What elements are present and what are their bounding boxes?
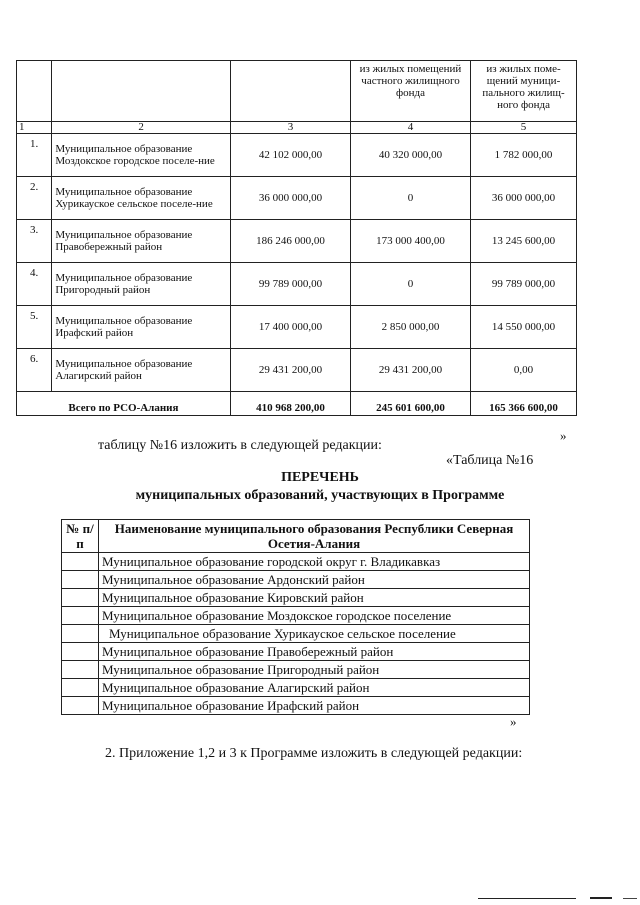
footer-dash bbox=[623, 898, 637, 899]
row-private: 173 000 400,00 bbox=[350, 220, 470, 263]
table-label: «Таблица №16 bbox=[446, 453, 534, 468]
row-name: Муниципальное образование Хурикауское сельское поселе-ние bbox=[52, 177, 231, 220]
table-row bbox=[62, 679, 530, 697]
paragraph-text: 2. Приложение 1,2 и 3 к Программе изложить в следующей редакции: bbox=[105, 746, 523, 761]
row-name: Муниципальное образование Ирафский район bbox=[52, 306, 231, 349]
table-row bbox=[17, 349, 577, 392]
row-name: Муниципальное образование Правобережный район bbox=[99, 643, 530, 661]
row-name: Муниципальное образование Алагирский район bbox=[99, 679, 530, 697]
table-row bbox=[62, 643, 530, 661]
header-cell-name bbox=[52, 61, 231, 122]
header-cell-number bbox=[17, 61, 52, 122]
header-cell-private: из жилых помещений частного жилищного фонда bbox=[350, 61, 470, 122]
header-number: № п/п bbox=[62, 520, 99, 553]
footer-line bbox=[478, 898, 576, 899]
row-private: 2 850 000,00 bbox=[350, 306, 470, 349]
row-number bbox=[62, 661, 99, 679]
header-name: Наименование муниципального образования Республики Северная Осетия-Алания bbox=[99, 520, 530, 553]
municipalities-table-header bbox=[62, 520, 530, 553]
row-name: Муниципальное образование Правобережный район bbox=[52, 220, 231, 263]
municipalities-table bbox=[61, 519, 530, 715]
row-municipal: 1 782 000,00 bbox=[471, 134, 577, 177]
row-private: 29 431 200,00 bbox=[350, 349, 470, 392]
row-name: Муниципальное образование городской округ г. Владикавказ bbox=[99, 553, 530, 571]
row-municipal: 13 245 600,00 bbox=[471, 220, 577, 263]
row-number bbox=[62, 553, 99, 571]
row-total: 29 431 200,00 bbox=[230, 349, 350, 392]
row-name: Муниципальное образование Пригородный район bbox=[99, 661, 530, 679]
table-row bbox=[17, 306, 577, 349]
total-municipal: 165 366 600,00 bbox=[471, 392, 577, 416]
table-row bbox=[62, 625, 530, 643]
table-row bbox=[17, 220, 577, 263]
table-row bbox=[62, 589, 530, 607]
column-number-row bbox=[17, 122, 577, 134]
row-number: 5. bbox=[17, 306, 52, 349]
total-private: 245 601 600,00 bbox=[350, 392, 470, 416]
row-number bbox=[62, 679, 99, 697]
row-name: Муниципальное образование Моздокское городское поселение bbox=[99, 607, 530, 625]
row-number: 4. bbox=[17, 263, 52, 306]
table-row bbox=[17, 134, 577, 177]
row-name: Муниципальное образование Кировский район bbox=[99, 589, 530, 607]
header-cell-total bbox=[230, 61, 350, 122]
column-number: 3 bbox=[230, 122, 350, 134]
row-municipal: 36 000 000,00 bbox=[471, 177, 577, 220]
row-name: Муниципальное образование Алагирский район bbox=[52, 349, 231, 392]
column-number: 1 bbox=[17, 122, 52, 134]
row-number: 1. bbox=[17, 134, 52, 177]
table-row bbox=[62, 571, 530, 589]
row-municipal: 99 789 000,00 bbox=[471, 263, 577, 306]
row-total: 186 246 000,00 bbox=[230, 220, 350, 263]
row-number bbox=[62, 571, 99, 589]
total-row bbox=[17, 392, 577, 416]
column-number: 2 bbox=[52, 122, 231, 134]
row-total: 99 789 000,00 bbox=[230, 263, 350, 306]
row-municipal: 14 550 000,00 bbox=[471, 306, 577, 349]
total-amount: 410 968 200,00 bbox=[230, 392, 350, 416]
row-name: Муниципальное образование Ардонский район bbox=[99, 571, 530, 589]
table-row bbox=[17, 177, 577, 220]
funding-table bbox=[16, 60, 577, 416]
row-number bbox=[62, 643, 99, 661]
row-total: 17 400 000,00 bbox=[230, 306, 350, 349]
closing-quote: » bbox=[560, 428, 567, 443]
row-number: 2. bbox=[17, 177, 52, 220]
total-label: Всего по РСО-Алания bbox=[17, 392, 231, 416]
table-row bbox=[62, 553, 530, 571]
header-cell-municipal: из жилых поме-щений муници-пального жилищ-ного фонда bbox=[471, 61, 577, 122]
table-row bbox=[62, 661, 530, 679]
table-row bbox=[17, 263, 577, 306]
row-number bbox=[62, 625, 99, 643]
row-name: Муниципальное образование Моздокское городское поселе-ние bbox=[52, 134, 231, 177]
table-row bbox=[62, 697, 530, 715]
row-number: 6. bbox=[17, 349, 52, 392]
closing-quote: » bbox=[510, 714, 517, 729]
column-number: 5 bbox=[471, 122, 577, 134]
footer-dash bbox=[590, 897, 612, 899]
row-number bbox=[62, 607, 99, 625]
row-name: Муниципальное образование Ирафский район bbox=[99, 697, 530, 715]
column-number: 4 bbox=[350, 122, 470, 134]
row-private: 0 bbox=[350, 177, 470, 220]
table-row bbox=[62, 607, 530, 625]
row-total: 36 000 000,00 bbox=[230, 177, 350, 220]
row-number bbox=[62, 589, 99, 607]
row-private: 0 bbox=[350, 263, 470, 306]
row-name: Муниципальное образование Пригородный район bbox=[52, 263, 231, 306]
list-subtitle: муниципальных образований, участвующих в Программе bbox=[135, 488, 505, 503]
row-private: 40 320 000,00 bbox=[350, 134, 470, 177]
row-number bbox=[62, 697, 99, 715]
row-name: Муниципальное образование Хурикауское сельское поселение bbox=[99, 625, 530, 643]
list-title: ПЕРЕЧЕНЬ bbox=[281, 470, 359, 485]
funding-table-header bbox=[17, 61, 577, 122]
row-number: 3. bbox=[17, 220, 52, 263]
intro-text: таблицу №16 изложить в следующей редакции: bbox=[98, 438, 382, 453]
row-total: 42 102 000,00 bbox=[230, 134, 350, 177]
row-municipal: 0,00 bbox=[471, 349, 577, 392]
